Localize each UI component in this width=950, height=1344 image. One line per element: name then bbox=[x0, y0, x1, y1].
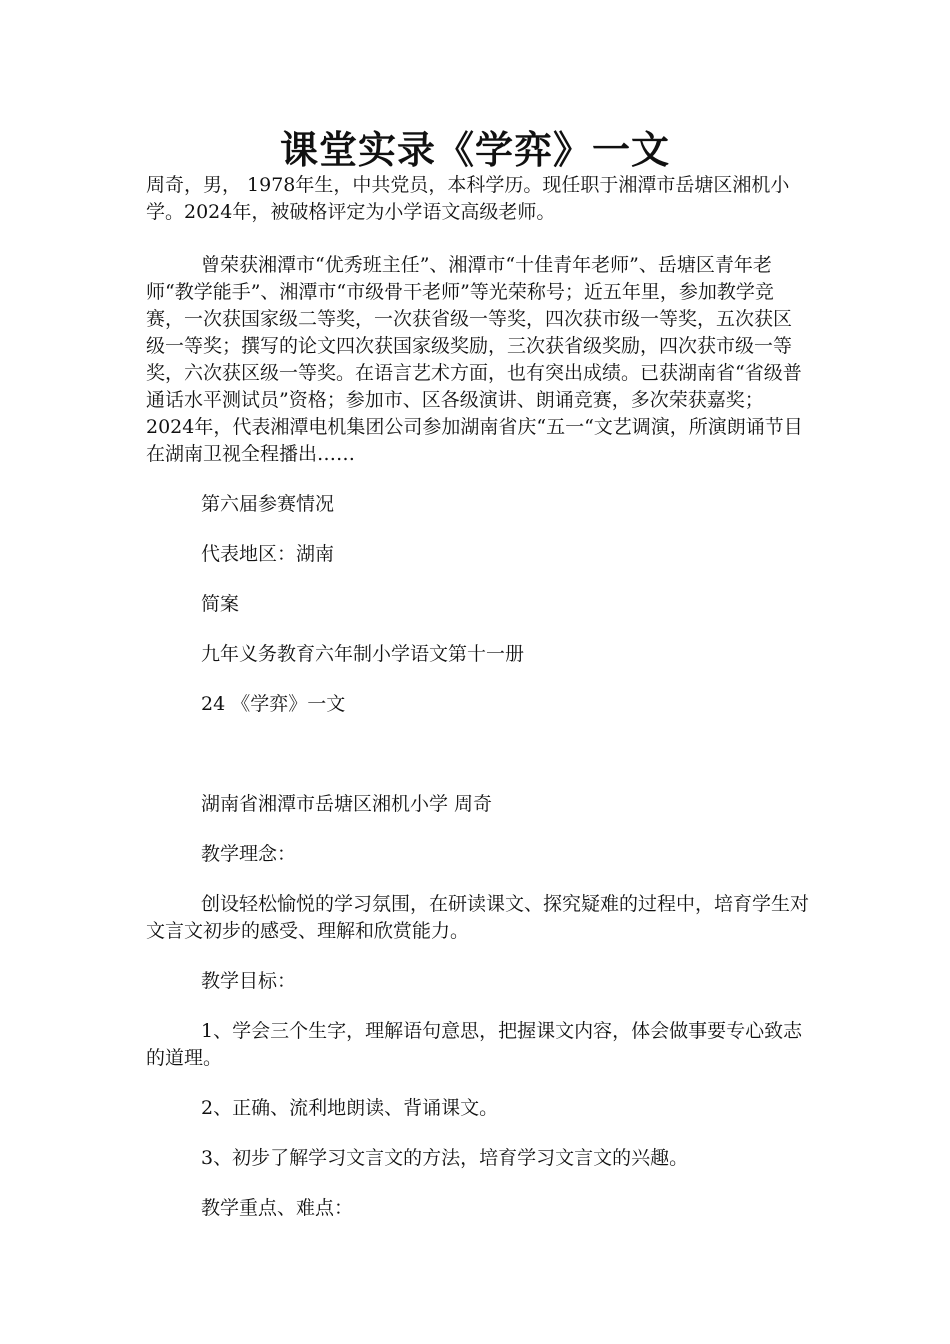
region-line: 代表地区：湖南 bbox=[201, 543, 335, 565]
document-title: 课堂实录《学弈》一文 bbox=[279, 127, 670, 172]
textbook-line: 九年义务教育六年制小学语文第十一册 bbox=[201, 643, 525, 665]
author-honors-paragraph: 曾荣获湘潭市“优秀班主任”、湘潭市“十佳青年老师”、岳塘区青年老师“教学能手”、湘潭市“市级骨干老师”等光荣称号；近五年里，参加教学竞赛，一次获国家级二等奖，一次获省级一等奖，四次获市级一等奖，五次获区级一等奖；撰写的论文四次获国家级奖励，三次获省级奖励，四次获市级一等奖，六次获区级一等奖。在语言艺术方面，也有突出成绩。已获湖南省“省级普通话水平测试员”资格；参加市、区各级演讲、朗诵竞赛，多次荣获嘉奖；2024年，代表湘潭电机集团公司参加湖南省庆“五一“文艺调演，所演朗诵节目在湖南卫视全程播出…… bbox=[146, 254, 803, 465]
teaching-goal-3: 3、初步了解学习文言文的方法，培育学习文言文的兴趣。 bbox=[201, 1147, 689, 1169]
key-points-heading: 教学重点、难点： bbox=[201, 1197, 354, 1219]
teaching-goal-1: 1、学会三个生字，理解语句意思，把握课文内容，体会做事要专心致志的道理。 bbox=[146, 1020, 803, 1069]
author-school-line: 湖南省湘潭市岳塘区湘机小学 周奇 bbox=[201, 793, 493, 815]
author-intro-paragraph: 周奇，男， 1978年生，中共党员，本科学历。现任职于湘潭市岳塘区湘机小学。2024年，被破格评定为小学语文高级老师。 bbox=[146, 174, 790, 223]
teaching-philosophy-heading: 教学理念： bbox=[201, 843, 297, 865]
competition-heading: 第六届参赛情况 bbox=[201, 493, 335, 515]
plan-heading: 简案 bbox=[201, 593, 240, 615]
teaching-goals-heading: 教学目标： bbox=[201, 970, 297, 992]
lesson-line: 24 《学弈》一文 bbox=[201, 693, 346, 715]
document-body bbox=[146, 172, 810, 1245]
teaching-goal-2: 2、正确、流利地朗读、背诵课文。 bbox=[201, 1097, 499, 1119]
teaching-philosophy-text: 创设轻松愉悦的学习氛围，在研读课文、探究疑难的过程中，培育学生对文言文初步的感受、理解和欣赏能力。 bbox=[146, 893, 810, 942]
